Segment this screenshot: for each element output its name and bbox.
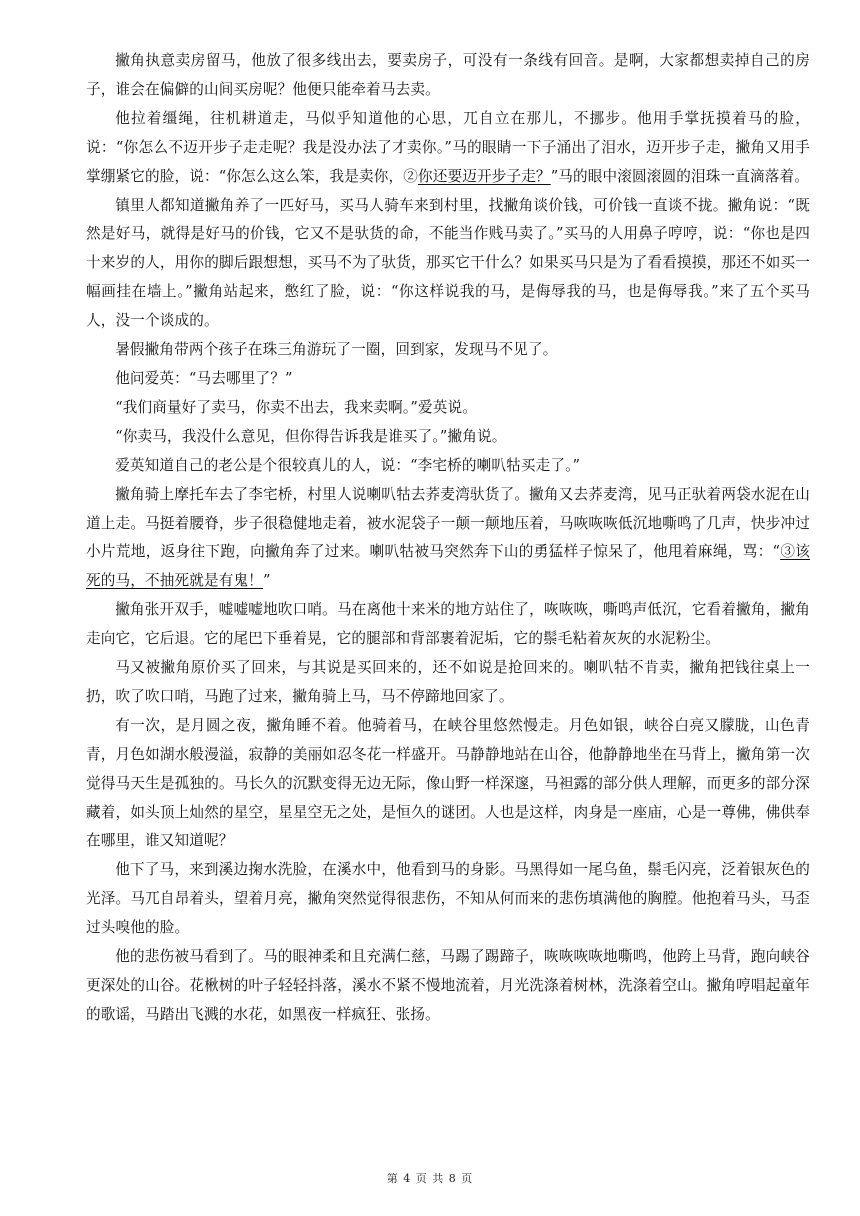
underlined-question-2: 你还要迈开步子走？	[417, 167, 551, 185]
paragraph-3	[86, 192, 810, 337]
paragraph-1	[86, 47, 810, 105]
underlined-question-3: ③该死的马，不抽死就是有鬼！	[86, 543, 810, 590]
paragraph-text: 撇角张开双手，嘘嘘嘘地吹口哨。马在离他十来米的地方站住了，咴咴咴，嘶鸣声低沉，它看着撇角，撇角走向它，它后退。它的尾巴下垂着晃，它的腿部和背部裹着泥垢，它的鬃毛粘着灰灰的水泥粉尘。	[86, 601, 810, 648]
paragraph-9	[86, 481, 810, 597]
paragraph-8	[86, 452, 810, 481]
paragraph-text: 马又被撇角原价买了回来，与其说是买回来的，还不如说是抢回来的。喇叭牯不肯卖，撇角把钱往桌上一扔，吹了吹口哨，马跑了过来，撇角骑上马，马不停蹄地回家了。	[86, 659, 810, 705]
page-number: 第 4 页 共 8 页	[386, 1172, 474, 1185]
paragraph-text: 爱英知道自己的老公是个很较真儿的人，说：“李宅桥的喇叭牯买走了。”	[115, 456, 581, 474]
paragraph-2	[86, 105, 810, 192]
paragraph-4	[86, 336, 810, 365]
paragraph-14	[86, 943, 810, 1030]
paragraph-text: “你卖马，我没什么意见，但你得告诉我是谁买了。”撇角说。	[115, 427, 507, 445]
paragraph-10	[86, 596, 810, 654]
paragraph-text: 镇里人都知道撇角养了一匹好马，买马人骑车来到村里，找撇角谈价钱，可价钱一直谈不拢。撇角说：“既然是好马，就得是好马的价钱，它又不是驮货的命，不能当作贱马卖了。”买马的人用鼻子哼哼，说：“你也是四十来岁的人，用你的脚后跟想想，买马不为了驮货，那买它干什么？如果买马只是为了看看摸摸，那还不如买一幅画挂在墙上。”撇角站起来，憋红了脸，说：“你这样说我的马，是侮辱我的马，也是侮辱我。”来了五个买马人，没一个谈成的。	[86, 196, 810, 330]
paragraph-6	[86, 394, 810, 423]
paragraph-12	[86, 712, 810, 857]
paragraph-text: 有一次，是月圆之夜，撇角睡不着。他骑着马，在峡谷里悠然慢走。月色如银，峡谷白亮又朦胧，山色青青，月色如湖水般漫溢，寂静的美丽如忍冬花一样盛开。马静静地站在山谷，他静静地坐在马背上，撇角第一次觉得马天生是孤独的。马长久的沉默变得无边无际，像山野一样深邃，马袒露的部分供人理解，而更多的部分深藏着，如头顶上灿然的星空，星星空无之处，是恒久的谜团。人也是这样，肉身是一座庙，心是一尊佛，佛供奉在哪里，谁又知道呢？	[86, 716, 810, 850]
paragraph-11	[86, 654, 810, 712]
page-footer	[0, 1170, 860, 1186]
paragraph-text: 撇角骑上摩托车去了李宅桥，村里人说喇叭牯去荞麦湾驮货了。撇角又去荞麦湾，见马正驮着两袋水泥在山道上走。马挺着腰脊，步子很稳健地走着，被水泥袋子一颠一颠地压着，马咴咴咴低沉地嘶鸣了几声，快步冲过小片荒地，返身往下跑，向撇角奔了过来。喇叭牯被马突然奔下山的勇猛样子惊呆了，他甩着麻绳，骂：“	[86, 485, 810, 561]
paragraph-text: ”马的眼中滚圆滚圆的泪珠一直滴落着。	[550, 167, 809, 185]
paragraph-text: ”	[262, 572, 271, 590]
paragraph-text: 撇角执意卖房留马，他放了很多线出去，要卖房子，可没有一条线有回音。是啊，大家都想卖掉自己的房子，谁会在偏僻的山间买房呢？他便只能牵着马去卖。	[86, 52, 810, 98]
paragraph-text: 暑假撇角带两个孩子在珠三角游玩了一圈，回到家，发现马不见了。	[115, 341, 558, 359]
paragraph-text: 他问爱英：“马去哪里了？”	[115, 369, 293, 387]
paragraph-7	[86, 423, 810, 452]
paragraph-text: 他拉着缰绳，往机耕道走，马似乎知道他的心思，兀自立在那儿，不挪步。他用手掌抚摸着马的脸，说：“你怎么不迈开步子走走呢？我是没办法了才卖你。”马的眼睛一下子涌出了泪水，迈开步子走，撇角又用手掌绷紧它的脸，说：“你怎么这么笨，我是卖你，②	[86, 109, 810, 185]
paragraph-text: 他的悲伤被马看到了。马的眼神柔和且充满仁慈，马踢了踢蹄子，咴咴咴咴地嘶鸣，他跨上马背，跑向峡谷更深处的山谷。花楸树的叶子轻轻抖落，溪水不紧不慢地流着，月光洗涤着树林，洗涤着空山。撇角哼唱起童年的歌谣，马踏出飞溅的水花，如黑夜一样疯狂、张扬。	[86, 948, 810, 1023]
paragraph-text: 他下了马，来到溪边掬水洗脸，在溪水中，他看到马的身影。马黑得如一尾乌鱼，鬃毛闪亮，泛着银灰色的光泽。马兀自昂着头，望着月亮，撇角突然觉得很悲伤，不知从何而来的悲伤填满他的胸膛。他抱着马头，马歪过头嗅他的脸。	[86, 861, 810, 937]
paragraph-13	[86, 856, 810, 943]
article-body	[86, 47, 810, 1030]
paragraph-5	[86, 365, 810, 394]
paragraph-text: “我们商量好了卖马，你卖不出去，我来卖啊。”爱英说。	[115, 398, 477, 416]
